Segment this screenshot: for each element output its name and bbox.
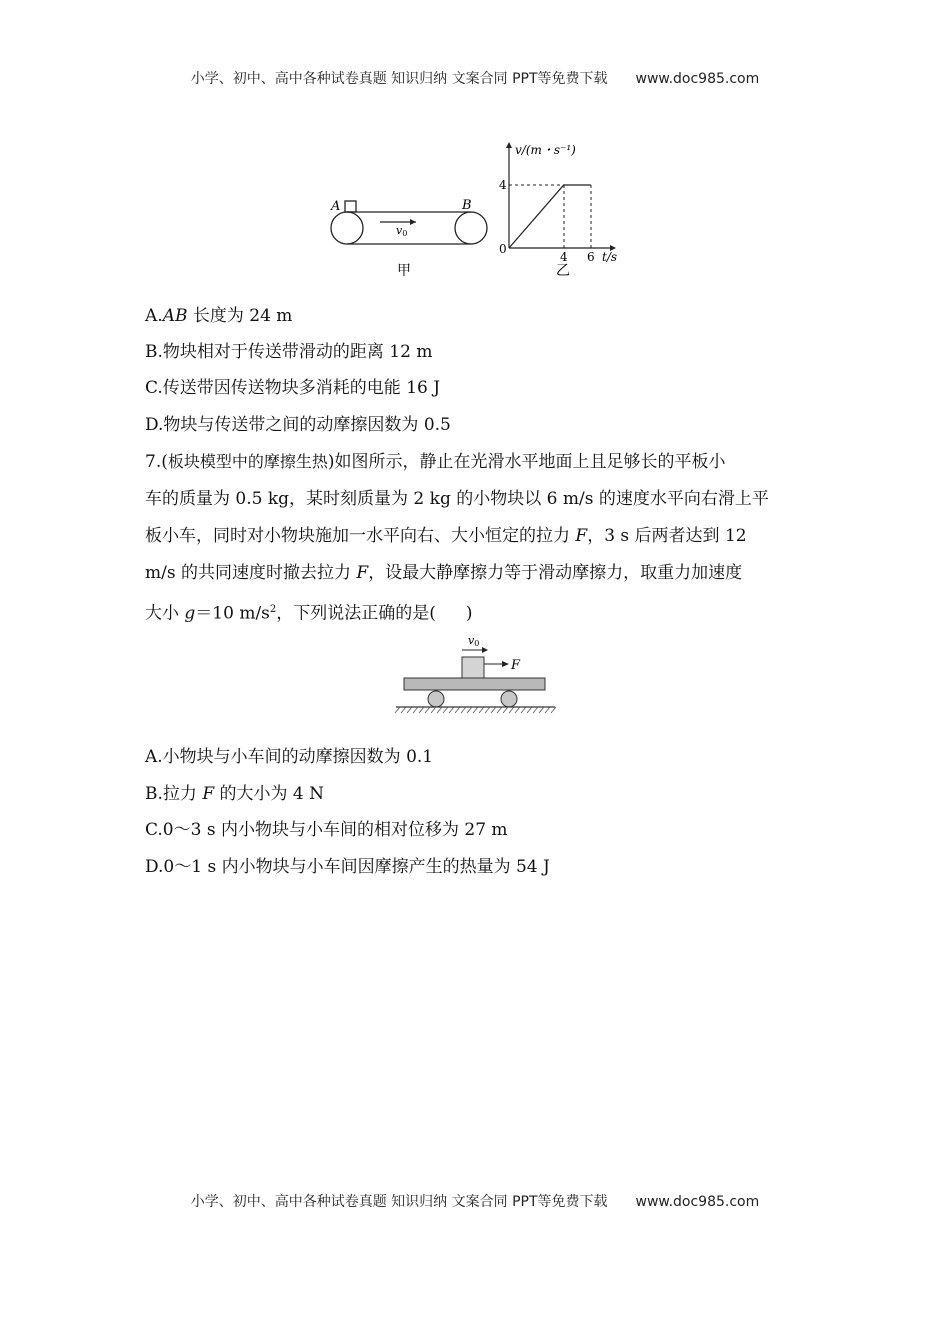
vt-xtick1: 4 [560,250,568,264]
figure-1 [320,138,630,283]
cart-plate [404,678,545,690]
figure-2 [392,632,562,718]
footer-site: www.doc985.com [635,1194,760,1210]
belt-pulley-right [455,212,487,244]
q7-option-a: A.小物块与小车间的动摩擦因数为 0.1 [145,747,434,767]
q6-option-d: D.物块与传送带之间的动摩擦因数为 0.5 [145,415,451,435]
vt-xtick2: 6 [587,250,595,264]
block-a [345,201,356,212]
page-footer [0,1191,950,1211]
q7-line-4: m/s 的共同速度时撤去拉力 F，设最大静摩擦力等于滑动摩擦力，取重力加速度 [145,563,743,583]
cart-wheel-left [428,691,444,707]
q7-topic-tag: 板块模型中的摩擦生热 [167,452,328,471]
vt-origin: 0 [499,242,507,256]
q7-option-b: B.拉力 F 的大小为 4 N [145,784,325,804]
belt-velocity-label: v0 [396,224,408,238]
page-header [0,68,950,88]
q6-option-b: B.物块相对于传送带滑动的距离 12 m [145,342,433,362]
q7-option-d: D.0～1 s 内小物块与小车间因摩擦产生的热量为 54 J [145,857,550,877]
q7-line-5: 大小 g＝10 $m/s^2$，下列说法正确的是( ) [145,603,473,624]
label-b: B [462,198,472,213]
q7-line-2: 车的质量为 0.5 kg，某时刻质量为 2 kg 的小物块以 6 m/s 的速度水平向右滑上平 [145,489,769,509]
caption-jia: 甲 [397,263,411,279]
cart-wheel-right [501,691,517,707]
vt-xlabel: t/s [602,250,618,264]
vt-series-line [509,185,591,248]
vt-graph [506,142,616,251]
label-a: A [331,199,341,214]
footer-text: 小学、初中、高中各种试卷真题 知识归纳 文案合同 PPT等免费下载 [190,1194,608,1210]
belt-pulley-left [331,212,363,244]
q6-option-a: A.AB 长度为 24 m [145,306,293,326]
q6-option-c: C.传送带因传送物块多消耗的电能 16 J [145,378,441,398]
header-text: 小学、初中、高中各种试卷真题 知识归纳 文案合同 PPT等免费下载 [190,71,608,87]
header-site: www.doc985.com [635,71,760,87]
fig2-velocity-label: v0 [468,634,480,648]
caption-yi: 乙 [556,263,570,279]
vt-ytick: 4 [499,178,507,192]
ground-hatching [395,707,556,713]
q7-line-3: 板小车，同时对小物块施加一水平向右、大小恒定的拉力 F，3 s 后两者达到 12 [145,526,747,546]
q7-option-c: C.0～3 s 内小物块与小车间的相对位移为 27 m [145,820,508,840]
vt-ylabel: v/(m・s⁻¹) [515,143,576,157]
q7-line-1: 7.(板块模型中的摩擦生热)如图所示，静止在光滑水平地面上且足够长的平板小 [145,452,726,472]
force-label: F [511,658,521,673]
small-block [462,657,484,678]
